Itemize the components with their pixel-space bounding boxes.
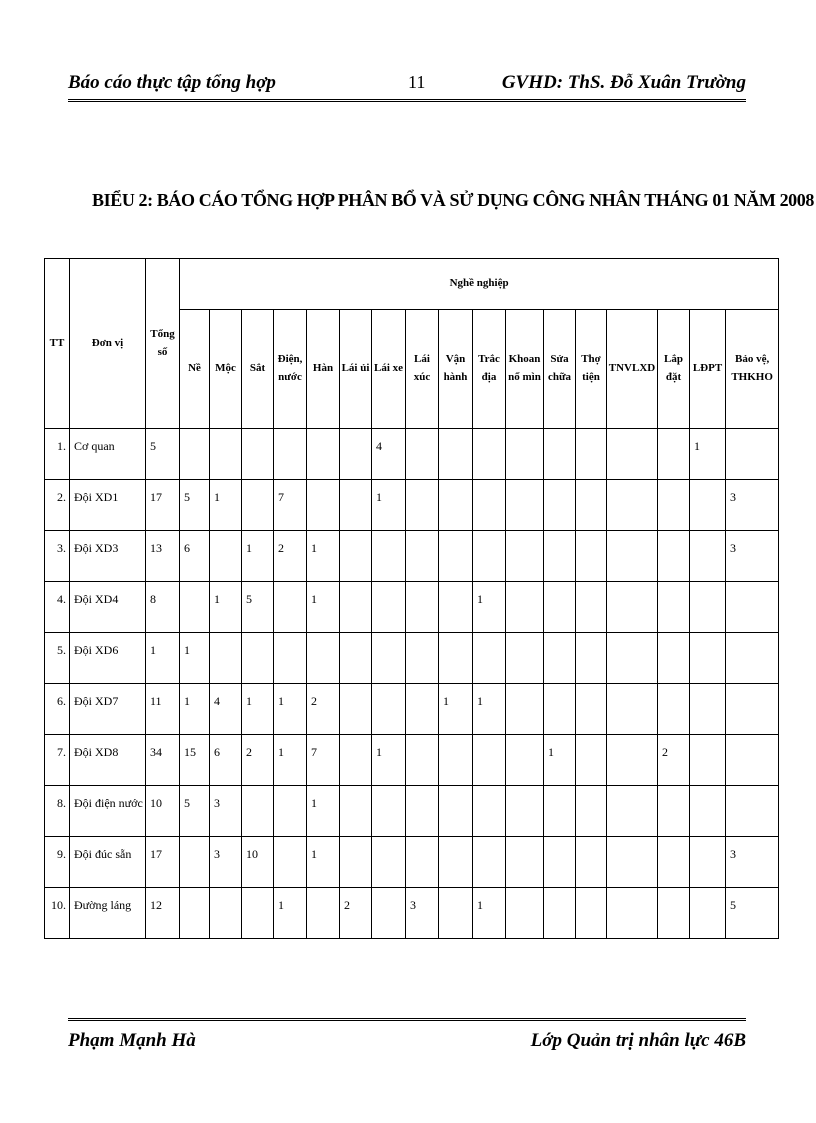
row-number: 5. xyxy=(45,633,70,684)
occupation-cell xyxy=(307,888,340,939)
occupation-cell: 2 xyxy=(658,735,690,786)
occupation-cell xyxy=(658,582,690,633)
header-tt: TT xyxy=(45,259,70,429)
occupation-cell xyxy=(506,888,544,939)
document-title: BIỂU 2: BÁO CÁO TỔNG HỢP PHÂN BỔ VÀ SỬ DỤNG CÔNG NHÂN THÁNG 01 NĂM 2008 xyxy=(92,190,814,210)
unit-name: Đội XD4 xyxy=(70,582,146,633)
table-row xyxy=(45,582,779,633)
workforce-table xyxy=(44,258,779,939)
occupation-cell xyxy=(690,684,726,735)
row-number: 9. xyxy=(45,837,70,888)
unit-name: Cơ quan xyxy=(70,429,146,480)
occupation-cell xyxy=(726,582,779,633)
occupation-cell xyxy=(690,837,726,888)
occupation-cell: 3 xyxy=(726,837,779,888)
occupation-cell xyxy=(544,633,576,684)
header-occupation: Điện, nước xyxy=(274,310,307,429)
occupation-cell: 1 xyxy=(690,429,726,480)
occupation-cell: 1 xyxy=(372,480,406,531)
occupation-cell xyxy=(607,633,658,684)
occupation-cell xyxy=(726,633,779,684)
total-cell: 8 xyxy=(146,582,180,633)
occupation-cell xyxy=(690,633,726,684)
occupation-cell xyxy=(690,531,726,582)
occupation-cell xyxy=(439,480,473,531)
occupation-cell xyxy=(576,735,607,786)
occupation-cell xyxy=(607,837,658,888)
occupation-cell xyxy=(690,582,726,633)
occupation-cell xyxy=(180,837,210,888)
row-number: 8. xyxy=(45,786,70,837)
occupation-cell: 7 xyxy=(307,735,340,786)
occupation-cell: 1 xyxy=(180,684,210,735)
header-occupation: Lái ủi xyxy=(340,310,372,429)
occupation-cell xyxy=(658,837,690,888)
occupation-cell xyxy=(576,531,607,582)
occupation-cell xyxy=(473,531,506,582)
occupation-cell xyxy=(544,786,576,837)
occupation-cell: 1 xyxy=(274,735,307,786)
table-row xyxy=(45,786,779,837)
occupation-cell xyxy=(439,837,473,888)
occupation-cell xyxy=(607,684,658,735)
occupation-cell xyxy=(307,429,340,480)
occupation-cell xyxy=(439,582,473,633)
total-cell: 11 xyxy=(146,684,180,735)
occupation-cell: 1 xyxy=(473,684,506,735)
occupation-cell: 5 xyxy=(726,888,779,939)
occupation-cell xyxy=(274,837,307,888)
occupation-cell xyxy=(690,888,726,939)
header-occupation: TNVLXD xyxy=(607,310,658,429)
occupation-cell xyxy=(607,429,658,480)
occupation-cell xyxy=(658,888,690,939)
occupation-cell: 3 xyxy=(726,531,779,582)
occupation-cell xyxy=(340,633,372,684)
occupation-cell: 1 xyxy=(180,633,210,684)
unit-name: Đội XD6 xyxy=(70,633,146,684)
occupation-cell: 1 xyxy=(210,480,242,531)
occupation-cell xyxy=(544,684,576,735)
total-cell: 10 xyxy=(146,786,180,837)
occupation-cell: 1 xyxy=(307,582,340,633)
occupation-cell xyxy=(658,429,690,480)
total-cell: 17 xyxy=(146,480,180,531)
occupation-cell xyxy=(439,429,473,480)
occupation-cell xyxy=(544,429,576,480)
row-number: 3. xyxy=(45,531,70,582)
occupation-cell: 7 xyxy=(274,480,307,531)
header-occupation: Lắp đặt xyxy=(658,310,690,429)
occupation-cell xyxy=(607,582,658,633)
occupation-cell xyxy=(576,633,607,684)
occupation-cell xyxy=(576,684,607,735)
occupation-cell xyxy=(544,582,576,633)
footer-rule xyxy=(68,1018,746,1021)
footer-class: Lớp Quản trị nhân lực 46B xyxy=(530,1030,746,1051)
occupation-cell xyxy=(658,684,690,735)
occupation-cell: 6 xyxy=(210,735,242,786)
occupation-cell: 4 xyxy=(372,429,406,480)
occupation-cell xyxy=(576,888,607,939)
occupation-cell xyxy=(210,429,242,480)
header-occupation: Trắc địa xyxy=(473,310,506,429)
total-cell: 12 xyxy=(146,888,180,939)
occupation-cell xyxy=(372,531,406,582)
occupation-cell xyxy=(340,582,372,633)
occupation-cell: 4 xyxy=(210,684,242,735)
header-occupation-group: Nghề nghiệp xyxy=(180,259,779,310)
occupation-cell: 3 xyxy=(726,480,779,531)
row-number: 2. xyxy=(45,480,70,531)
row-number: 10. xyxy=(45,888,70,939)
occupation-cell xyxy=(506,633,544,684)
occupation-cell xyxy=(544,888,576,939)
header-rule xyxy=(68,99,746,102)
occupation-cell: 15 xyxy=(180,735,210,786)
occupation-cell: 3 xyxy=(210,786,242,837)
unit-name: Đội XD1 xyxy=(70,480,146,531)
occupation-cell: 1 xyxy=(372,735,406,786)
occupation-cell: 2 xyxy=(242,735,274,786)
occupation-cell xyxy=(576,837,607,888)
unit-name: Đường láng xyxy=(70,888,146,939)
unit-name: Đội XD3 xyxy=(70,531,146,582)
occupation-cell xyxy=(658,786,690,837)
occupation-cell xyxy=(406,633,439,684)
total-cell: 34 xyxy=(146,735,180,786)
occupation-cell: 5 xyxy=(180,480,210,531)
header-occupation: Vận hành xyxy=(439,310,473,429)
header-occupation: Thợ tiện xyxy=(576,310,607,429)
occupation-cell xyxy=(242,888,274,939)
occupation-cell xyxy=(406,837,439,888)
occupation-cell xyxy=(406,786,439,837)
occupation-cell xyxy=(340,531,372,582)
occupation-cell xyxy=(180,582,210,633)
occupation-cell xyxy=(406,582,439,633)
occupation-cell xyxy=(274,429,307,480)
occupation-cell xyxy=(274,786,307,837)
table-row xyxy=(45,735,779,786)
occupation-cell: 5 xyxy=(242,582,274,633)
occupation-cell xyxy=(439,786,473,837)
occupation-cell: 1 xyxy=(210,582,242,633)
occupation-cell xyxy=(406,480,439,531)
occupation-cell xyxy=(607,531,658,582)
occupation-cell: 1 xyxy=(307,531,340,582)
occupation-cell xyxy=(506,786,544,837)
occupation-cell xyxy=(439,888,473,939)
occupation-cell xyxy=(372,837,406,888)
occupation-cell xyxy=(690,735,726,786)
occupation-cell xyxy=(576,786,607,837)
header-occupation: Lái xúc xyxy=(406,310,439,429)
occupation-cell xyxy=(406,684,439,735)
occupation-cell xyxy=(242,429,274,480)
occupation-cell xyxy=(372,888,406,939)
header-occupation: Hàn xyxy=(307,310,340,429)
occupation-cell xyxy=(658,633,690,684)
row-number: 7. xyxy=(45,735,70,786)
occupation-cell xyxy=(439,531,473,582)
occupation-cell xyxy=(473,480,506,531)
occupation-cell: 1 xyxy=(473,888,506,939)
page-header xyxy=(68,68,746,102)
occupation-cell xyxy=(544,480,576,531)
occupation-cell xyxy=(406,429,439,480)
header-occupation: Lái xe xyxy=(372,310,406,429)
occupation-cell xyxy=(506,429,544,480)
page-footer xyxy=(68,1018,746,1058)
table-row xyxy=(45,837,779,888)
row-number: 4. xyxy=(45,582,70,633)
header-occupation: LĐPT xyxy=(690,310,726,429)
occupation-cell xyxy=(372,582,406,633)
occupation-cell xyxy=(210,633,242,684)
occupation-cell: 2 xyxy=(274,531,307,582)
header-report-title: Báo cáo thực tập tổng hợp xyxy=(68,72,276,93)
occupation-cell xyxy=(473,633,506,684)
occupation-cell xyxy=(372,684,406,735)
occupation-cell: 1 xyxy=(307,837,340,888)
header-occupation: Sửa chữa xyxy=(544,310,576,429)
occupation-cell: 3 xyxy=(210,837,242,888)
occupation-cell xyxy=(439,633,473,684)
occupation-cell xyxy=(726,429,779,480)
occupation-cell xyxy=(506,684,544,735)
unit-name: Đội điện nước xyxy=(70,786,146,837)
table-row xyxy=(45,888,779,939)
occupation-cell xyxy=(473,735,506,786)
occupation-cell xyxy=(274,633,307,684)
occupation-cell xyxy=(340,480,372,531)
header-occupation: Sắt xyxy=(242,310,274,429)
occupation-cell xyxy=(307,480,340,531)
occupation-cell: 1 xyxy=(274,684,307,735)
occupation-cell xyxy=(473,786,506,837)
occupation-cell xyxy=(340,735,372,786)
occupation-cell xyxy=(658,531,690,582)
occupation-cell xyxy=(180,888,210,939)
page-number: 11 xyxy=(408,72,426,92)
occupation-cell xyxy=(473,837,506,888)
occupation-cell xyxy=(607,735,658,786)
occupation-cell xyxy=(372,786,406,837)
occupation-cell xyxy=(726,786,779,837)
occupation-cell: 10 xyxy=(242,837,274,888)
occupation-cell: 1 xyxy=(242,531,274,582)
total-cell: 17 xyxy=(146,837,180,888)
occupation-cell xyxy=(607,888,658,939)
occupation-cell: 1 xyxy=(439,684,473,735)
occupation-cell xyxy=(607,480,658,531)
occupation-cell: 2 xyxy=(340,888,372,939)
occupation-cell xyxy=(506,480,544,531)
occupation-cell xyxy=(690,480,726,531)
footer-author: Phạm Mạnh Hà xyxy=(68,1030,196,1051)
table-row xyxy=(45,480,779,531)
header-occupation: Nề xyxy=(180,310,210,429)
unit-name: Đội đúc sẵn xyxy=(70,837,146,888)
unit-name: Đội XD8 xyxy=(70,735,146,786)
occupation-cell xyxy=(690,786,726,837)
occupation-cell xyxy=(506,582,544,633)
total-cell: 1 xyxy=(146,633,180,684)
occupation-cell xyxy=(210,888,242,939)
table-row xyxy=(45,633,779,684)
occupation-cell xyxy=(658,480,690,531)
occupation-cell xyxy=(506,531,544,582)
total-cell: 13 xyxy=(146,531,180,582)
occupation-cell xyxy=(506,837,544,888)
occupation-cell xyxy=(439,735,473,786)
occupation-cell xyxy=(726,735,779,786)
occupation-cell: 3 xyxy=(406,888,439,939)
header-occupation: Mộc xyxy=(210,310,242,429)
occupation-cell xyxy=(372,633,406,684)
occupation-cell xyxy=(576,480,607,531)
occupation-cell xyxy=(406,531,439,582)
unit-name: Đội XD7 xyxy=(70,684,146,735)
occupation-cell xyxy=(506,735,544,786)
occupation-cell xyxy=(544,531,576,582)
occupation-cell xyxy=(340,684,372,735)
occupation-cell: 1 xyxy=(242,684,274,735)
occupation-cell xyxy=(406,735,439,786)
occupation-cell xyxy=(607,786,658,837)
occupation-cell xyxy=(544,837,576,888)
occupation-cell xyxy=(576,582,607,633)
header-occupation: Bảo vệ, THKHO xyxy=(726,310,779,429)
table-row xyxy=(45,531,779,582)
occupation-cell xyxy=(242,633,274,684)
occupation-cell xyxy=(473,429,506,480)
row-number: 6. xyxy=(45,684,70,735)
header-supervisor: GVHD: ThS. Đỗ Xuân Trường xyxy=(501,72,746,93)
table-row xyxy=(45,429,779,480)
occupation-cell xyxy=(576,429,607,480)
header-total: Tổng số xyxy=(146,259,180,429)
occupation-cell: 1 xyxy=(544,735,576,786)
occupation-cell: 5 xyxy=(180,786,210,837)
occupation-cell: 6 xyxy=(180,531,210,582)
occupation-cell xyxy=(340,429,372,480)
occupation-cell xyxy=(274,582,307,633)
header-occupation: Khoan nổ mìn xyxy=(506,310,544,429)
occupation-cell xyxy=(210,531,242,582)
table-row xyxy=(45,684,779,735)
occupation-cell: 1 xyxy=(473,582,506,633)
occupation-cell xyxy=(242,786,274,837)
occupation-cell xyxy=(180,429,210,480)
header-unit: Đơn vị xyxy=(70,259,146,429)
row-number: 1. xyxy=(45,429,70,480)
occupation-cell xyxy=(726,684,779,735)
occupation-cell xyxy=(340,786,372,837)
occupation-cell xyxy=(242,480,274,531)
occupation-cell xyxy=(340,837,372,888)
total-cell: 5 xyxy=(146,429,180,480)
occupation-cell: 2 xyxy=(307,684,340,735)
occupation-cell: 1 xyxy=(307,786,340,837)
occupation-cell xyxy=(307,633,340,684)
occupation-cell: 1 xyxy=(274,888,307,939)
